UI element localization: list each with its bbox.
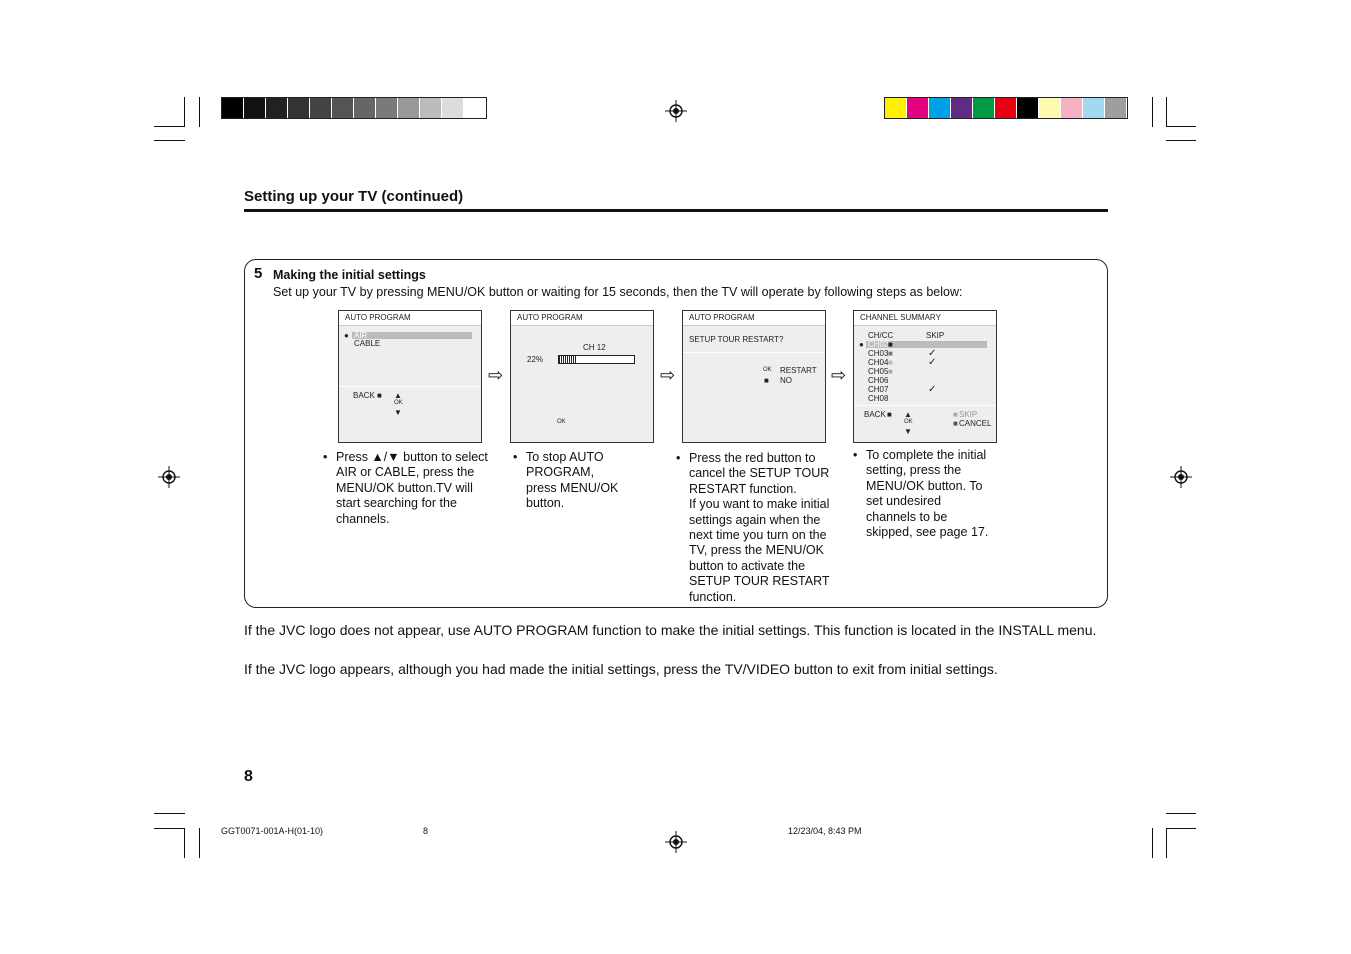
column-ch-cc: CH/CC xyxy=(868,331,894,340)
instruction-line: TV, press the MENU/OK xyxy=(689,543,824,558)
instruction-1: • Press ▲/▼ button to select AIR or CABLE, press the MENU/OK button.TV will start searching for the channels. xyxy=(323,450,488,526)
color-swatch xyxy=(1083,98,1105,118)
note-paragraph: If the JVC logo appears, although you had made the initial settings, press the TV/VIDEO button to exit from initial settings. xyxy=(244,661,998,677)
footer-datetime: 12/23/04, 8:43 PM xyxy=(788,826,862,836)
channel-label: CH 12 xyxy=(583,343,606,352)
instruction-line: RESTART function. xyxy=(689,481,797,496)
instruction-line: SETUP TOUR RESTART xyxy=(689,574,830,589)
ok-label: OK xyxy=(904,419,913,425)
channel-row: CH06 xyxy=(868,376,889,385)
ok-label: OK xyxy=(557,419,566,425)
square-icon: ■ xyxy=(888,358,893,367)
instruction-line: MENU/OK button. To xyxy=(866,478,983,493)
skip-label: SKIP xyxy=(959,410,978,419)
title-rule xyxy=(244,209,1108,212)
instruction-line: setting, press the xyxy=(866,463,962,478)
instruction-line: Press ▲/▼ button to select xyxy=(336,450,488,464)
color-swatch xyxy=(1017,98,1039,118)
menu-item-cable: CABLE xyxy=(354,339,381,348)
color-swatch xyxy=(1061,98,1083,118)
note-paragraph: If the JVC logo does not appear, use AUTO PROGRAM function to make the initial settings. This function is located in the INSTALL menu. xyxy=(244,622,1097,638)
color-swatch xyxy=(310,98,332,118)
screen-title: CHANNEL SUMMARY xyxy=(860,313,941,322)
square-icon: ■ xyxy=(887,410,892,419)
channel-row: CH05 xyxy=(868,367,889,376)
no-option: NO xyxy=(780,376,792,385)
instruction-line: PROGRAM, xyxy=(526,465,595,480)
page-number: 8 xyxy=(244,768,253,785)
step-heading: Making the initial settings xyxy=(273,268,426,282)
back-label: BACK xyxy=(353,391,375,400)
instruction-line: button to activate the xyxy=(689,558,806,573)
down-arrow-icon: ▼ xyxy=(904,427,912,436)
progress-fill xyxy=(559,356,576,363)
instruction-line: channels. xyxy=(336,511,390,526)
up-arrow-icon: ▲ xyxy=(394,391,402,400)
instruction-line: If you want to make initial xyxy=(689,497,830,512)
color-bar xyxy=(884,97,1128,119)
color-swatch xyxy=(376,98,398,118)
instruction-line: press MENU/OK xyxy=(526,480,619,495)
square-icon: ■ xyxy=(888,367,893,376)
instruction-line: MENU/OK button.TV will xyxy=(336,480,473,495)
color-swatch xyxy=(1039,98,1061,118)
color-swatch xyxy=(398,98,420,118)
cancel-label: CANCEL xyxy=(959,419,992,428)
cursor-icon: ● xyxy=(859,340,864,349)
screen-title: AUTO PROGRAM xyxy=(689,313,755,322)
square-icon: ■ xyxy=(888,340,893,349)
check-icon: ✓ xyxy=(928,384,937,395)
color-swatch xyxy=(885,98,907,118)
up-arrow-icon: ▲ xyxy=(904,410,912,419)
color-swatch xyxy=(995,98,1017,118)
section-title: Setting up your TV (continued) xyxy=(244,188,464,205)
instruction-line: settings again when the xyxy=(689,512,821,527)
channel-row: CH03 xyxy=(868,349,889,358)
check-icon: ✓ xyxy=(928,357,937,368)
next-arrow-icon: ⇨ xyxy=(488,365,504,385)
color-swatch xyxy=(907,98,929,118)
next-arrow-icon: ⇨ xyxy=(660,365,676,385)
instruction-line: channels to be xyxy=(866,509,948,524)
cancel-square-icon: ■ xyxy=(953,419,958,428)
instruction-line: start searching for the xyxy=(336,496,457,511)
color-swatch xyxy=(244,98,266,118)
column-skip: SKIP xyxy=(926,331,945,340)
instruction-line: skipped, see page 17. xyxy=(866,525,989,540)
cursor-icon: ● xyxy=(344,331,349,340)
square-icon: ■ xyxy=(888,349,893,358)
instruction-line: button. xyxy=(526,496,565,511)
channel-row: CH04 xyxy=(868,358,889,367)
instruction-line: AIR or CABLE, press the xyxy=(336,465,475,480)
progress-bar xyxy=(558,355,635,364)
footer-page: 8 xyxy=(423,826,429,836)
restart-question: SETUP TOUR RESTART? xyxy=(689,335,784,344)
screen-setup-tour-restart xyxy=(682,310,826,443)
instruction-line: set undesired xyxy=(866,494,942,509)
check-icon: ✓ xyxy=(928,348,937,359)
registration-mark-icon xyxy=(1170,466,1192,488)
next-arrow-icon: ⇨ xyxy=(831,365,847,385)
instruction-line: function. xyxy=(689,589,737,604)
restart-option: RESTART xyxy=(780,366,817,375)
instruction-line: cancel the SETUP TOUR xyxy=(689,466,830,481)
color-swatch xyxy=(332,98,354,118)
color-swatch xyxy=(951,98,973,118)
screen-auto-program-select xyxy=(338,310,482,443)
step-description: Set up your TV by pressing MENU/OK button or waiting for 15 seconds, then the TV will operate by following steps as below: xyxy=(273,285,963,299)
footer-code: GGT0071-001A-H(01-10) xyxy=(221,826,324,836)
instruction-line: To stop AUTO xyxy=(526,450,604,464)
down-arrow-icon: ▼ xyxy=(394,408,402,417)
instruction-line: next time you turn on the xyxy=(689,528,827,543)
screen-auto-program-progress xyxy=(510,310,654,443)
back-label: BACK xyxy=(864,410,886,419)
channel-row: CH08 xyxy=(868,394,889,403)
ok-label: OK xyxy=(394,400,403,406)
color-swatch xyxy=(1105,98,1127,118)
channel-row: CH02 xyxy=(868,340,889,349)
color-swatch xyxy=(222,98,244,118)
color-swatch xyxy=(420,98,442,118)
color-swatch xyxy=(288,98,310,118)
ok-label: OK xyxy=(763,367,772,373)
screen-channel-summary xyxy=(853,310,997,443)
instruction-3: • Press the red button to cancel the SETUP TOUR RESTART function. If you want to make initial settings again when the next time you turn on the TV, press the MENU/OK button to activate the SETUP TOUR RESTART function. xyxy=(676,451,830,604)
color-swatch xyxy=(973,98,995,118)
color-swatch xyxy=(464,98,486,118)
color-swatch xyxy=(442,98,464,118)
menu-item-air: AIR xyxy=(354,331,368,340)
square-icon: ■ xyxy=(377,391,382,400)
red-button-icon: ■ xyxy=(764,376,769,385)
color-swatch xyxy=(266,98,288,118)
skip-square-icon: ■ xyxy=(953,410,958,419)
instruction-line: Press the red button to xyxy=(689,451,816,465)
instruction-2: • To stop AUTO PROGRAM, press MENU/OK button. xyxy=(513,450,619,511)
step-number: 5 xyxy=(254,265,263,282)
grayscale-bar xyxy=(221,97,487,119)
color-swatch xyxy=(929,98,951,118)
registration-mark-icon xyxy=(665,831,687,853)
screen-title: AUTO PROGRAM xyxy=(517,313,583,322)
registration-mark-icon xyxy=(158,466,180,488)
color-swatch xyxy=(354,98,376,118)
instruction-4: • To complete the initial setting, press the MENU/OK button. To set undesired channels to be skipped, see page 17. xyxy=(853,448,989,540)
screen-title: AUTO PROGRAM xyxy=(345,313,411,322)
channel-row: CH07 xyxy=(868,385,889,394)
instruction-line: To complete the initial xyxy=(866,448,987,462)
registration-mark-icon xyxy=(665,100,687,122)
percent-label: 22% xyxy=(527,355,544,364)
